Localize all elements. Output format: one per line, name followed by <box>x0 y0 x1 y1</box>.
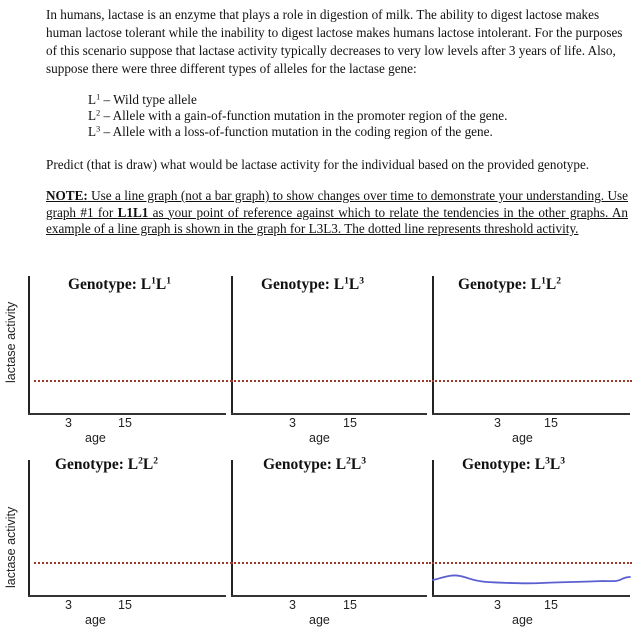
x-tick: 15 <box>544 416 558 430</box>
x-tick: 15 <box>343 598 357 612</box>
x-tick: 15 <box>118 598 132 612</box>
y-axis <box>28 276 30 414</box>
x-axis <box>432 413 630 415</box>
allele-item: $L^1$ – Wild type allele <box>88 92 197 107</box>
allele-item: $L^3$ – Allele with a loss-of-function mutation in the coding region of the gene. <box>88 124 493 139</box>
graph-title: Genotype: $L^1L^3$ <box>261 275 365 293</box>
graph-title: Genotype: $L^2L^3$ <box>263 455 367 473</box>
x-tick: 3 <box>494 416 501 430</box>
graph-panel-l2l3 <box>231 455 431 630</box>
graph-panel-l1l3 <box>231 275 431 445</box>
x-axis <box>28 413 226 415</box>
threshold-line <box>231 380 431 382</box>
x-tick: 3 <box>65 416 72 430</box>
threshold-line <box>231 562 431 564</box>
graph-panel-l1l2 <box>432 275 632 445</box>
x-tick: 15 <box>118 416 132 430</box>
y-axis-label: lactase activity <box>4 301 18 383</box>
x-axis-label: age <box>85 613 106 627</box>
graph-title: Genotype: $L^2L^2$ <box>55 455 159 473</box>
threshold-line <box>432 380 632 382</box>
allele-list <box>88 92 507 140</box>
graph-title: Genotype: $L^3L^3$ <box>462 455 566 473</box>
x-tick: 3 <box>289 598 296 612</box>
x-tick: 3 <box>289 416 296 430</box>
x-tick: 3 <box>65 598 72 612</box>
graph-panel-l1l1 <box>28 275 228 445</box>
x-tick: 3 <box>494 598 501 612</box>
example-activity-line <box>432 460 632 596</box>
x-axis <box>231 413 427 415</box>
x-axis-label: age <box>309 431 330 445</box>
graph-title: Genotype: $L^1L^1$ <box>68 275 172 293</box>
x-axis-label: age <box>309 613 330 627</box>
y-axis <box>231 460 233 596</box>
instruction-text: Predict (that is draw) what would be lactase activity for the individual based on the provided genotype. <box>46 157 590 172</box>
threshold-line <box>34 562 236 564</box>
graph-panel-l3l3 <box>432 455 632 630</box>
threshold-line <box>34 380 236 382</box>
y-axis <box>28 460 30 596</box>
intro-paragraph: In humans, lactase is an enzyme that plays a role in digestion of milk. The ability to digest lactose makes human lactose tolerant while the inability to digest lactose makes humans lactose intolerant. For the purposes of this scenario suppose that lactase activity typically decreases to very low levels after 3 years of life. Also, suppose there were three different types of alleles for the lactase gene: <box>46 7 623 76</box>
graph-panel-l2l2 <box>28 455 228 630</box>
allele-item: $L^2$ – Allele with a gain-of-function mutation in the promoter region of the gene. <box>88 108 508 123</box>
x-tick: 15 <box>544 598 558 612</box>
x-axis <box>231 595 427 597</box>
x-axis-label: age <box>512 431 533 445</box>
x-axis-label: age <box>85 431 106 445</box>
x-axis <box>28 595 226 597</box>
x-tick: 15 <box>343 416 357 430</box>
note-paragraph: NOTE: Use a line graph (not a bar graph) to show changes over time to demonstrate your understanding. Use graph #1 for L1L1 as your point of reference against which to relate the tendencies in the other graphs. An example of a line graph is shown in the graph for L3L3. The dotted line represents threshold activity. <box>46 188 628 236</box>
y-axis-label: lactase activity <box>4 506 18 588</box>
y-axis <box>231 276 233 414</box>
graph-title: Genotype: $L^1L^2$ <box>458 275 562 293</box>
x-axis-label: age <box>512 613 533 627</box>
y-axis <box>432 276 434 414</box>
